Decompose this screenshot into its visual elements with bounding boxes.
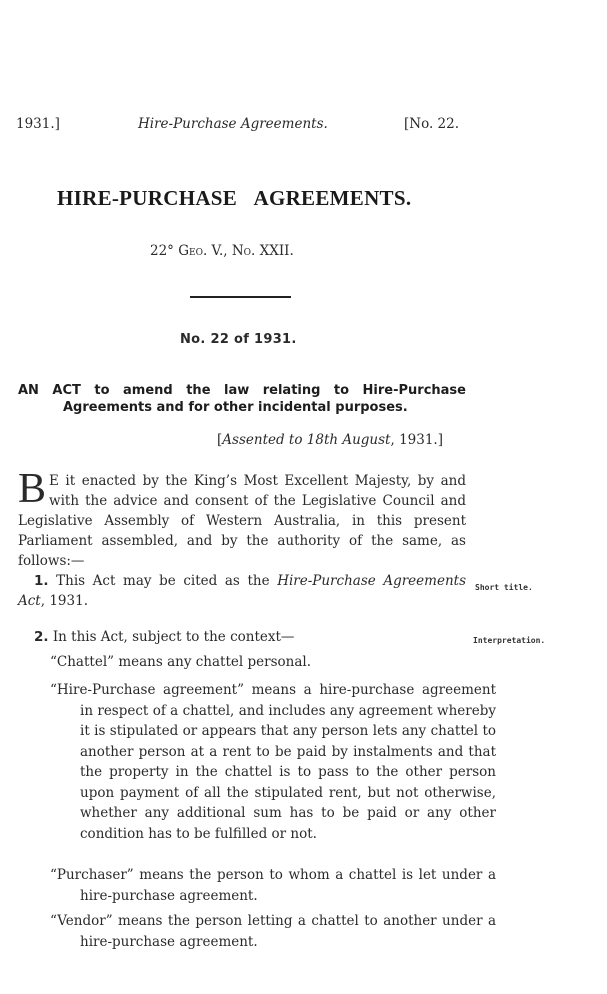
assent-close: , 1931.] bbox=[390, 432, 443, 448]
running-header-year: 1931.] bbox=[16, 116, 60, 132]
margin-note-short-title: Short title. bbox=[475, 583, 533, 592]
running-header-title: Hire-Purchase Agreements. bbox=[138, 116, 328, 132]
running-header-number: [No. 22. bbox=[404, 116, 460, 132]
enacting-text: E it enacted by the King’s Most Excellent Majesty, by and with the advice and consent of the Legislative Council and Legislative Assembly of Western Australia, in this present Parliament assembled, and by the authority of the same, as follows:— bbox=[18, 473, 466, 569]
section-number: 2. bbox=[34, 629, 49, 645]
act-number: No. 22 of 1931. bbox=[180, 332, 297, 347]
long-title-line-1: AN ACT to amend the law relating to Hire-Purchase bbox=[18, 383, 466, 398]
section-text-end: , 1931. bbox=[40, 593, 88, 609]
definition-vendor: “Vendor” means the person letting a chattel to another under a hire-purchase agreement. bbox=[50, 913, 496, 950]
margin-note-interpretation: Interpretation. bbox=[473, 636, 546, 645]
definition-chattel: “Chattel” means any chattel personal. bbox=[50, 654, 311, 670]
page-title: HIRE-PURCHASE AGREEMENTS. bbox=[57, 186, 412, 210]
definition-hire-purchase-agreement: “Hire-Purchase agreement” means a hire-purchase agreement in respect of a chattel, and includes any agreement whereby it is stipulated or appears that any person lets any chattel to another person at a rent to be paid by instalments and that the property in the chattel is to pass to the other person upon payment of all the stipulated rent, but not otherwise, whether any additional sum has to be paid or any other condition has to be fulfilled or not. bbox=[50, 682, 496, 842]
assent-date bbox=[217, 432, 443, 448]
section-text: This Act may be cited as the bbox=[48, 573, 278, 589]
short-title-italic: Hire-Purchase Agreements Act bbox=[18, 573, 467, 609]
assent-open: [ bbox=[217, 432, 223, 448]
long-title-line-2: Agreements and for other incidental purposes. bbox=[63, 400, 408, 415]
regnal-prefix: 22° bbox=[150, 243, 179, 259]
regnal-year bbox=[150, 243, 294, 259]
drop-cap: B bbox=[18, 466, 47, 512]
section-2 bbox=[34, 627, 294, 647]
enacting-formula bbox=[18, 466, 466, 571]
divider bbox=[190, 296, 291, 298]
long-title bbox=[18, 382, 466, 416]
regnal-rest: . V., bbox=[202, 243, 232, 259]
regnal-number: . XXII. bbox=[251, 243, 294, 259]
definition-purchaser: “Purchaser” means the person to whom a chattel is let under a hire-purchase agreement. bbox=[50, 867, 496, 904]
section-text: In this Act, subject to the context— bbox=[48, 629, 295, 645]
regnal-geo: Geo bbox=[178, 243, 203, 259]
section-1 bbox=[18, 571, 466, 611]
section-number: 1. bbox=[34, 573, 49, 589]
assent-italic: Assented to 18th August bbox=[222, 432, 391, 448]
regnal-no: No bbox=[231, 243, 252, 259]
